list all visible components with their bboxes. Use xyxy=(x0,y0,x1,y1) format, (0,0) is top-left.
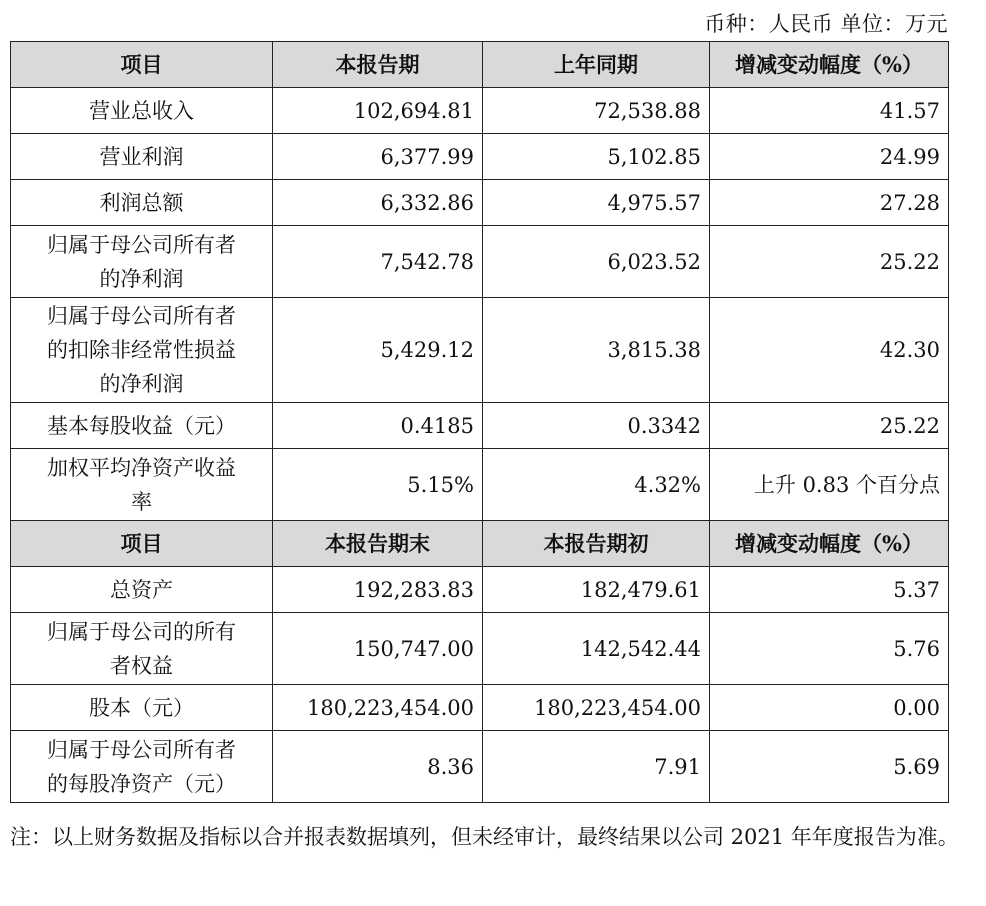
current-value-cell: 0.4185 xyxy=(273,403,483,449)
row-label: 股本（元） xyxy=(11,685,273,731)
change-value-cell: 41.57 xyxy=(710,88,949,134)
current-value-cell: 5.15% xyxy=(273,449,483,521)
table-row xyxy=(11,685,949,731)
row-label: 归属于母公司的所有 者权益 xyxy=(11,613,273,685)
current-value-cell: 192,283.83 xyxy=(273,567,483,613)
change-value-cell: 5.37 xyxy=(710,567,949,613)
previous-value-cell: 0.3342 xyxy=(483,403,710,449)
column-header: 项目 xyxy=(11,521,273,567)
previous-value-cell: 7.91 xyxy=(483,731,710,803)
current-value-cell: 102,694.81 xyxy=(273,88,483,134)
table-row xyxy=(11,613,949,685)
previous-value-cell: 180,223,454.00 xyxy=(483,685,710,731)
column-header: 本报告期末 xyxy=(273,521,483,567)
table-row xyxy=(11,226,949,298)
table-header-row xyxy=(11,521,949,567)
previous-value-cell: 142,542.44 xyxy=(483,613,710,685)
table-row xyxy=(11,567,949,613)
change-value-cell: 5.69 xyxy=(710,731,949,803)
table-row xyxy=(11,134,949,180)
column-header: 本报告期 xyxy=(273,42,483,88)
table-row xyxy=(11,731,949,803)
current-value-cell: 7,542.78 xyxy=(273,226,483,298)
current-value-cell: 8.36 xyxy=(273,731,483,803)
change-value-cell: 上升 0.83 个百分点 xyxy=(710,449,949,521)
row-label: 归属于母公司所有者 的扣除非经常性损益 的净利润 xyxy=(11,298,273,403)
table-row xyxy=(11,88,949,134)
change-value-cell: 5.76 xyxy=(710,613,949,685)
row-label: 总资产 xyxy=(11,567,273,613)
column-header: 本报告期初 xyxy=(483,521,710,567)
currency-unit-label: 币种：人民币 单位：万元 xyxy=(704,12,948,36)
column-header: 项目 xyxy=(11,42,273,88)
table-row xyxy=(11,298,949,403)
current-value-cell: 5,429.12 xyxy=(273,298,483,403)
previous-value-cell: 5,102.85 xyxy=(483,134,710,180)
current-value-cell: 6,332.86 xyxy=(273,180,483,226)
table-row xyxy=(11,403,949,449)
row-label: 营业利润 xyxy=(11,134,273,180)
financial-summary-table xyxy=(10,41,949,803)
row-label: 归属于母公司所有者 的净利润 xyxy=(11,226,273,298)
change-value-cell: 0.00 xyxy=(710,685,949,731)
previous-value-cell: 6,023.52 xyxy=(483,226,710,298)
column-header: 上年同期 xyxy=(483,42,710,88)
column-header: 增减变动幅度（%） xyxy=(710,42,949,88)
row-label: 利润总额 xyxy=(11,180,273,226)
previous-value-cell: 3,815.38 xyxy=(483,298,710,403)
table-header-row xyxy=(11,42,949,88)
current-value-cell: 180,223,454.00 xyxy=(273,685,483,731)
table-row xyxy=(11,449,949,521)
column-header: 增减变动幅度（%） xyxy=(710,521,949,567)
row-label: 归属于母公司所有者 的每股净资产（元） xyxy=(11,731,273,803)
change-value-cell: 24.99 xyxy=(710,134,949,180)
table-row xyxy=(11,180,949,226)
current-value-cell: 6,377.99 xyxy=(273,134,483,180)
footnote: 注：以上财务数据及指标以合并报表数据填列，但未经审计，最终结果以公司 2021 年年度报告为准。 xyxy=(10,825,959,849)
change-value-cell: 27.28 xyxy=(710,180,949,226)
previous-value-cell: 4,975.57 xyxy=(483,180,710,226)
change-value-cell: 25.22 xyxy=(710,226,949,298)
change-value-cell: 42.30 xyxy=(710,298,949,403)
change-value-cell: 25.22 xyxy=(710,403,949,449)
row-label: 加权平均净资产收益 率 xyxy=(11,449,273,521)
row-label: 基本每股收益（元） xyxy=(11,403,273,449)
previous-value-cell: 4.32% xyxy=(483,449,710,521)
previous-value-cell: 182,479.61 xyxy=(483,567,710,613)
row-label: 营业总收入 xyxy=(11,88,273,134)
previous-value-cell: 72,538.88 xyxy=(483,88,710,134)
current-value-cell: 150,747.00 xyxy=(273,613,483,685)
